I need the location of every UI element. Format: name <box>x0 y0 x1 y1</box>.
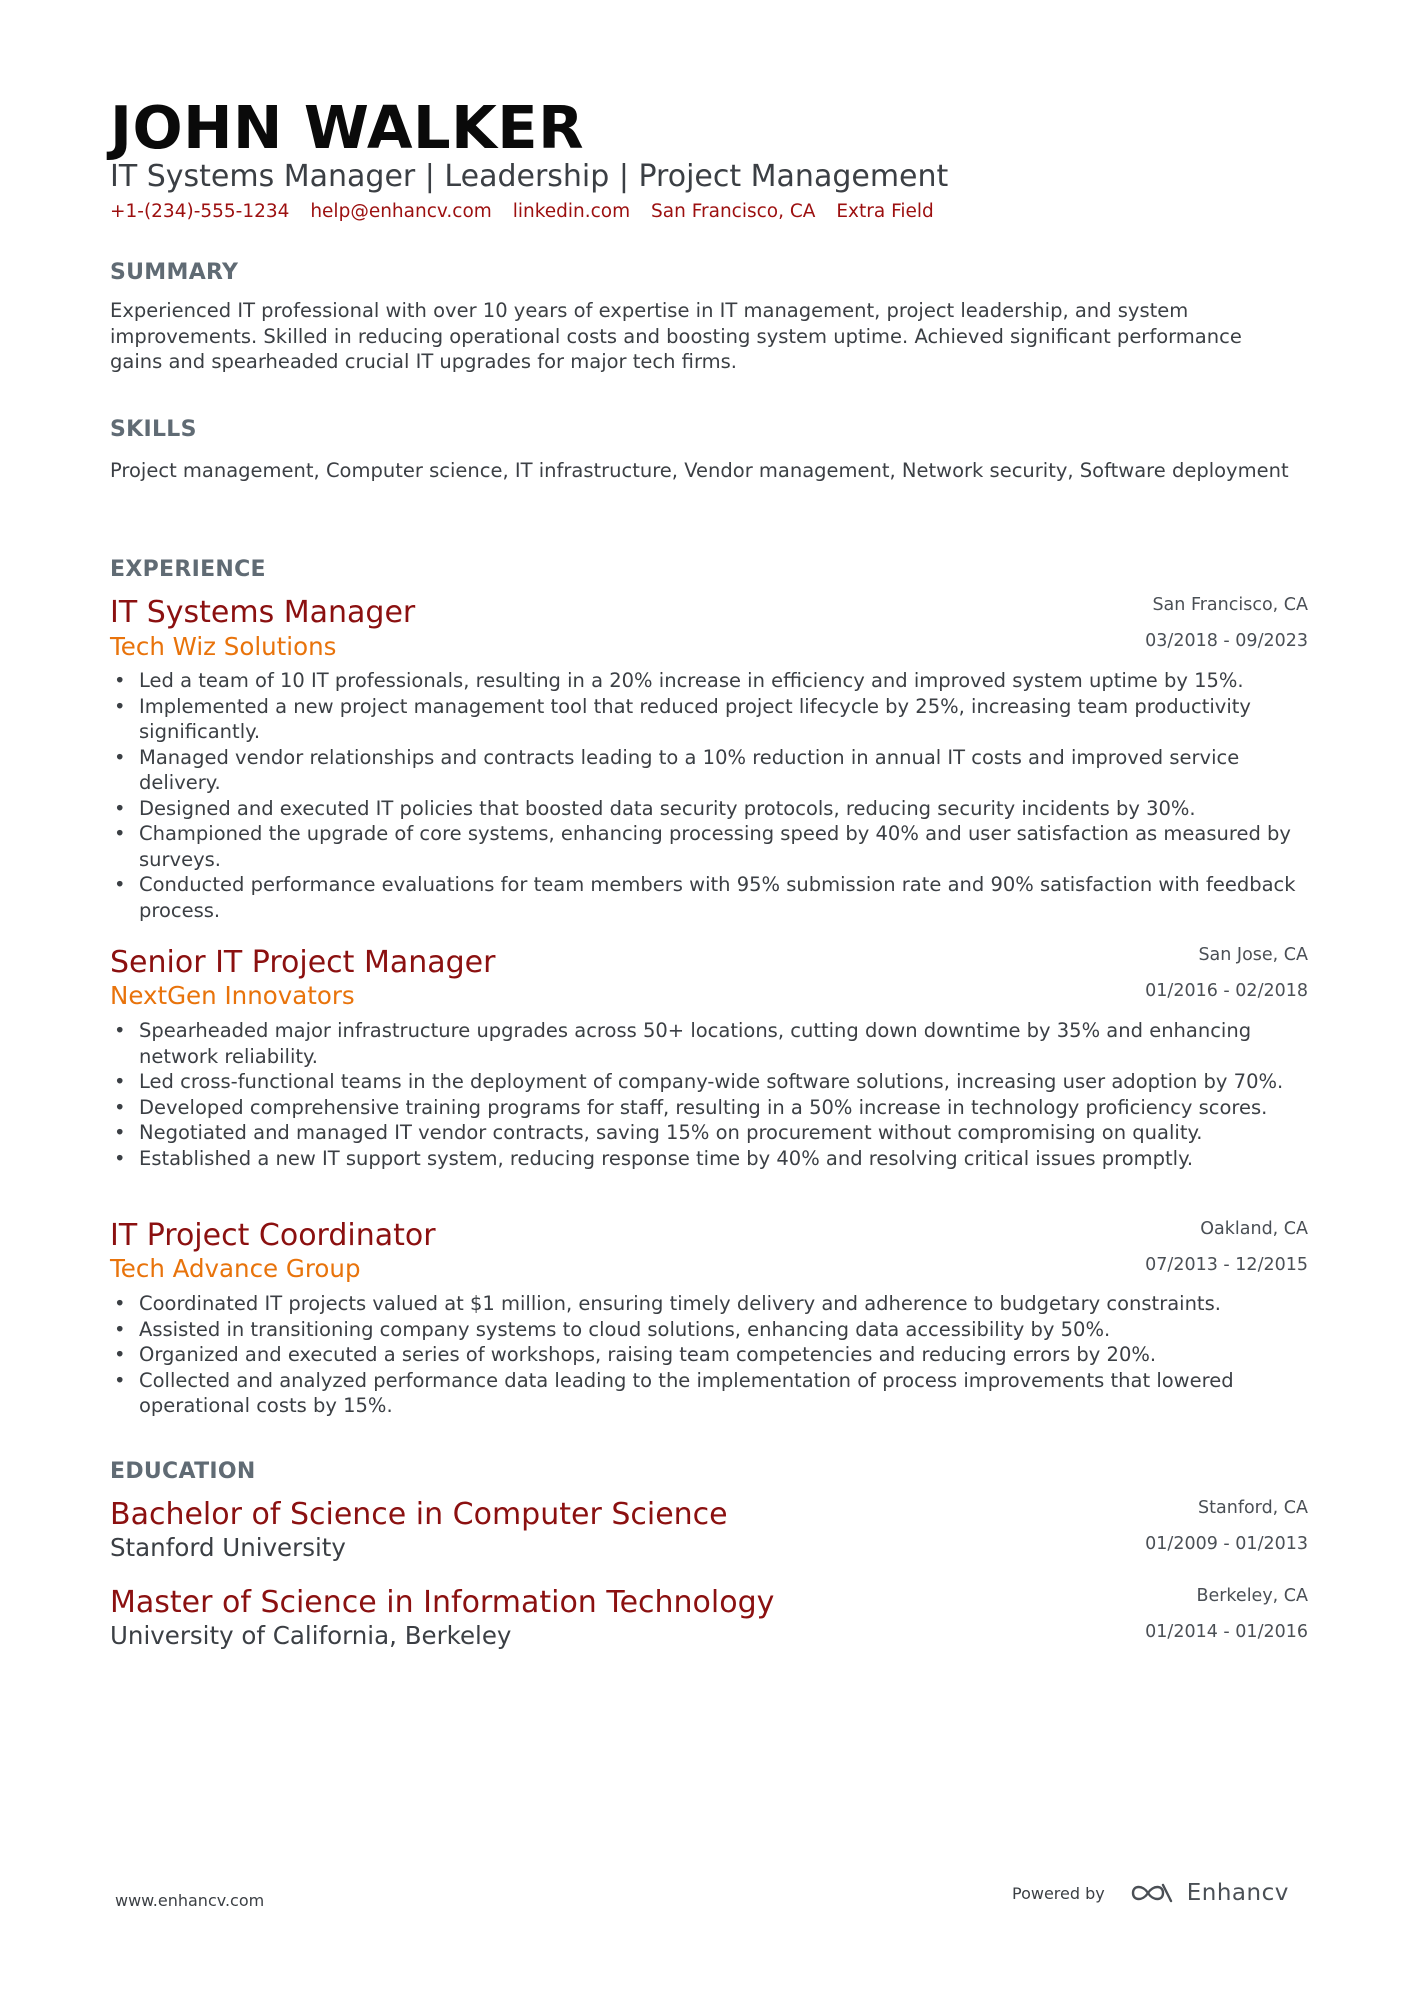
job-location: San Francisco, CA <box>1152 595 1308 615</box>
education-heading: EDUCATION <box>110 1459 256 1484</box>
skills-heading: SKILLS <box>110 417 197 442</box>
job-bullet: • Spearheaded major infrastructure upgrades across 50+ locations, cutting down downtime by 35% and enhancing network reliability. <box>110 1018 1305 1069</box>
job-bullet: • Negotiated and managed IT vendor contracts, saving 15% on procurement without compromising on quality. <box>110 1120 1305 1146</box>
job-title: IT Project Coordinator <box>110 1218 436 1253</box>
summary-heading: SUMMARY <box>110 260 239 285</box>
footer-branding[interactable] <box>1012 1880 1289 1906</box>
job-location: San Jose, CA <box>1198 945 1308 965</box>
job-bullet: • Championed the upgrade of core systems, enhancing processing speed by 40% and user satisfaction as measured by surveys. <box>110 821 1305 872</box>
job-company: NextGen Innovators <box>110 981 355 1010</box>
contact-line <box>110 203 949 222</box>
education-dates: 01/2009 - 01/2013 <box>1145 1534 1308 1554</box>
degree-title: Master of Science in Information Technology <box>110 1585 775 1620</box>
job-location: Oakland, CA <box>1200 1219 1308 1239</box>
job-company: Tech Wiz Solutions <box>110 632 337 661</box>
school-name: University of California, Berkeley <box>110 1621 512 1650</box>
job-company: Tech Advance Group <box>110 1254 361 1283</box>
job-bullet: • Collected and analyzed performance data leading to the implementation of process improvements that lowered operational costs by 15%. <box>110 1368 1305 1419</box>
job-title: Senior IT Project Manager <box>110 945 496 980</box>
school-name: Stanford University <box>110 1533 346 1562</box>
headline: IT Systems Manager | Leadership | Project Management <box>110 159 949 194</box>
contact-phone[interactable]: +1-(234)-555-1234 <box>110 201 290 222</box>
job-title: IT Systems Manager <box>110 595 416 630</box>
contact-location: San Francisco, CA <box>651 201 816 222</box>
education-dates: 01/2014 - 01/2016 <box>1145 1622 1308 1642</box>
job-bullet: • Coordinated IT projects valued at $1 million, ensuring timely delivery and adherence to budgetary constraints. <box>110 1291 1305 1317</box>
summary-text: Experienced IT professional with over 10 years of expertise in IT management, project leadership, and system improvements. Skilled in reducing operational costs and boosting system uptime. Achieved significant performance gains and spearheaded crucial IT upgrades for major tech firms. <box>110 299 1242 373</box>
job-dates: 07/2013 - 12/2015 <box>1145 1255 1308 1275</box>
contact-email[interactable]: help@enhancv.com <box>310 201 492 222</box>
job-bullets <box>110 1018 1305 1171</box>
skills-text: Project management, Computer science, IT infrastructure, Vendor management, Network security, Software deployment <box>110 459 1289 482</box>
resume-page <box>110 0 1308 1995</box>
job-bullets <box>110 668 1305 923</box>
job-dates: 01/2016 - 02/2018 <box>1145 981 1308 1001</box>
education-location: Stanford, CA <box>1198 1498 1308 1518</box>
job-bullet: • Managed vendor relationships and contracts leading to a 10% reduction in annual IT costs and improved service delivery. <box>110 745 1305 796</box>
job-bullets <box>110 1291 1305 1419</box>
candidate-name: JOHN WALKER <box>110 93 585 162</box>
contact-extra: Extra Field <box>836 201 934 222</box>
contact-linkedin[interactable]: linkedin.com <box>512 201 631 222</box>
job-bullet: • Designed and executed IT policies that boosted data security protocols, reducing security incidents by 30%. <box>110 796 1305 822</box>
job-dates: 03/2018 - 09/2023 <box>1145 631 1308 651</box>
job-bullet: • Organized and executed a series of workshops, raising team competencies and reducing errors by 20%. <box>110 1342 1305 1368</box>
education-location: Berkeley, CA <box>1196 1586 1308 1606</box>
job-bullet: • Developed comprehensive training programs for staff, resulting in a 50% increase in technology proficiency scores. <box>110 1095 1305 1121</box>
experience-heading: EXPERIENCE <box>110 557 266 582</box>
job-bullet: • Conducted performance evaluations for team members with 95% submission rate and 90% satisfaction with feedback process. <box>110 872 1305 923</box>
powered-by-label: Powered by <box>1012 1883 1105 1903</box>
job-bullet: • Assisted in transitioning company systems to cloud solutions, enhancing data accessibility by 50%. <box>110 1317 1305 1343</box>
job-bullet: • Established a new IT support system, reducing response time by 40% and resolving critical issues promptly. <box>110 1146 1305 1172</box>
footer-website[interactable]: www.enhancv.com <box>115 1891 265 1910</box>
degree-title: Bachelor of Science in Computer Science <box>110 1497 728 1532</box>
enhancv-logo-icon <box>1129 1880 1175 1906</box>
job-bullet: • Implemented a new project management tool that reduced project lifecycle by 25%, increasing team productivity significantly. <box>110 694 1305 745</box>
job-bullet: • Led a team of 10 IT professionals, resulting in a 20% increase in efficiency and improved system uptime by 15%. <box>110 668 1305 694</box>
job-bullet: • Led cross-functional teams in the deployment of company-wide software solutions, increasing user adoption by 70%. <box>110 1069 1305 1095</box>
enhancv-logo-text: Enhancv <box>1186 1880 1289 1906</box>
